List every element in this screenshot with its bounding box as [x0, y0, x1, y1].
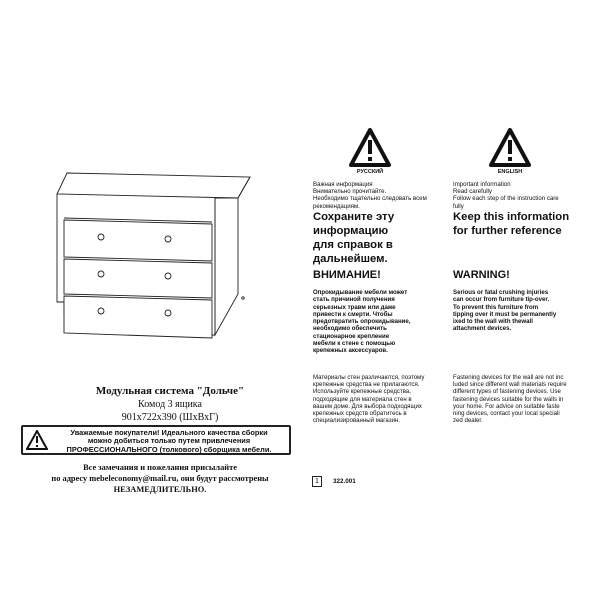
materials-ru-line: крепежных средств обратитесь в — [313, 410, 407, 418]
keep-ru-line: Сохраните эту — [313, 211, 395, 223]
materials-ru-line: Используйте крепежные средства, — [313, 388, 411, 396]
warning-ru-line: серьезных травм или даже — [313, 303, 396, 311]
document-code: 322.001 — [333, 478, 356, 485]
notice-line-2: можно добиться только путем привлечения — [87, 436, 251, 446]
materials-en-line: your home. For advice on suitable faste — [453, 402, 560, 410]
product-series-title: Модульная система "Дольче" — [95, 385, 245, 397]
intro-en-line: fully — [453, 202, 464, 210]
warning-en-line: tipping over it must be permanently — [453, 310, 557, 318]
materials-en-line: ning devices, contact your local speciali — [453, 410, 560, 418]
warning-en-line: Serious or fatal crushing injuries — [453, 289, 549, 296]
warning-ru-line: стать причиной получения — [313, 296, 395, 304]
product-name: Комод 3 ящика — [138, 399, 202, 410]
keep-en-line: Keep this information — [453, 211, 570, 223]
materials-text-en — [453, 374, 583, 424]
keep-en-line: for further reference — [453, 225, 562, 237]
intro-ru-line: Внимательно прочитайте. — [313, 188, 387, 196]
notice-line-3: ПРОФЕССИОНАЛЬНОГО (толкового) сборщика мебели. — [66, 444, 272, 454]
warning-en-line: attachment devices. — [453, 325, 512, 333]
warning-ru-line: Опрокидывание мебели может — [313, 289, 408, 296]
materials-en-line: fastening devices suitable for the walls in — [453, 395, 564, 403]
intro-ru-line: Необходимо тщательно следовать всем — [313, 195, 427, 203]
materials-en-line: Fastening devices for the wall are not inc — [453, 374, 564, 381]
contact-line-2: по адресу mebeleconomy@mail.ru, они будут рассмотрены — [51, 474, 269, 483]
intro-en-line: Read carefully — [453, 188, 492, 196]
warning-en-line: can occur from furniture tip-over. — [453, 296, 550, 304]
keep-ru-line: для справок в — [313, 239, 393, 251]
materials-en-line: different types of fastening devices. Use — [453, 388, 561, 396]
intro-ru-line: Важная информация — [313, 181, 373, 188]
materials-en-line: zed dealer. — [453, 417, 483, 425]
contact-line-1: Все замечания и пожелания присылайте — [83, 463, 237, 472]
warning-triangle-icon-en — [488, 127, 532, 169]
contact-line-3: НЕЗАМЕДЛИТЕЛЬНО. — [113, 485, 207, 494]
warning-text-ru — [313, 289, 443, 355]
intro-en-line: Important information — [453, 181, 511, 188]
warning-triangle-icon — [26, 430, 48, 450]
warning-ru-line: стационарное крепление — [313, 332, 390, 340]
warning-en-line: ixed to the wall with thewall — [453, 318, 533, 326]
materials-ru-line: вашем доме. Для выбора подходящих — [313, 402, 422, 410]
language-label-ru: РУССКИЙ — [356, 169, 384, 175]
warning-en-line: To prevent this furniture from — [453, 303, 539, 311]
materials-ru-line: специализированный магазин. — [313, 417, 400, 425]
warning-ru-line: предотвратить опрокидывание, — [313, 318, 411, 326]
warning-ru-line: крепежных аксессуаров. — [313, 347, 388, 355]
intro-ru — [313, 181, 443, 210]
keep-ru-line: дальнейшем. — [313, 253, 388, 265]
assembly-notice-box — [21, 425, 291, 455]
materials-ru-line: подходящие для материала стен в — [313, 395, 412, 403]
warning-ru-line: привести к смерти. Чтобы — [313, 310, 393, 318]
intro-ru-line: рекомендациям. — [313, 202, 360, 210]
keep-info-ru — [313, 210, 443, 266]
warning-ru-line: необходимо обеспечить — [313, 325, 387, 333]
warning-ru-line: мебели к стене с помощью — [313, 340, 396, 348]
materials-en-line: luded since different wall materials require — [453, 381, 567, 389]
warning-text-en — [453, 289, 583, 333]
intro-en — [453, 181, 583, 210]
materials-ru-line: Материалы стен различаются, поэтому — [313, 374, 425, 381]
intro-en-line: Follow each step of the instruction care — [453, 195, 559, 203]
warning-title-en: WARNING! — [453, 269, 510, 281]
keep-ru-line: информацию — [313, 225, 389, 237]
materials-text-ru — [313, 374, 443, 424]
materials-ru-line: крепежные средства не прилагаются. — [313, 381, 420, 389]
page-number: 1 — [312, 476, 322, 487]
dresser-drawing — [55, 170, 255, 340]
warning-triangle-icon-ru — [348, 127, 392, 169]
contact-info — [20, 462, 300, 495]
keep-info-en — [453, 210, 593, 238]
product-dimensions: 901х722х390 (ШхВхГ) — [121, 412, 219, 423]
warning-title-ru: ВНИМАНИЕ! — [313, 269, 381, 281]
language-label-en: ENGLISH — [497, 169, 523, 175]
notice-line-1: Уважаемые покупатели! Идеального качества сборки — [70, 428, 268, 437]
